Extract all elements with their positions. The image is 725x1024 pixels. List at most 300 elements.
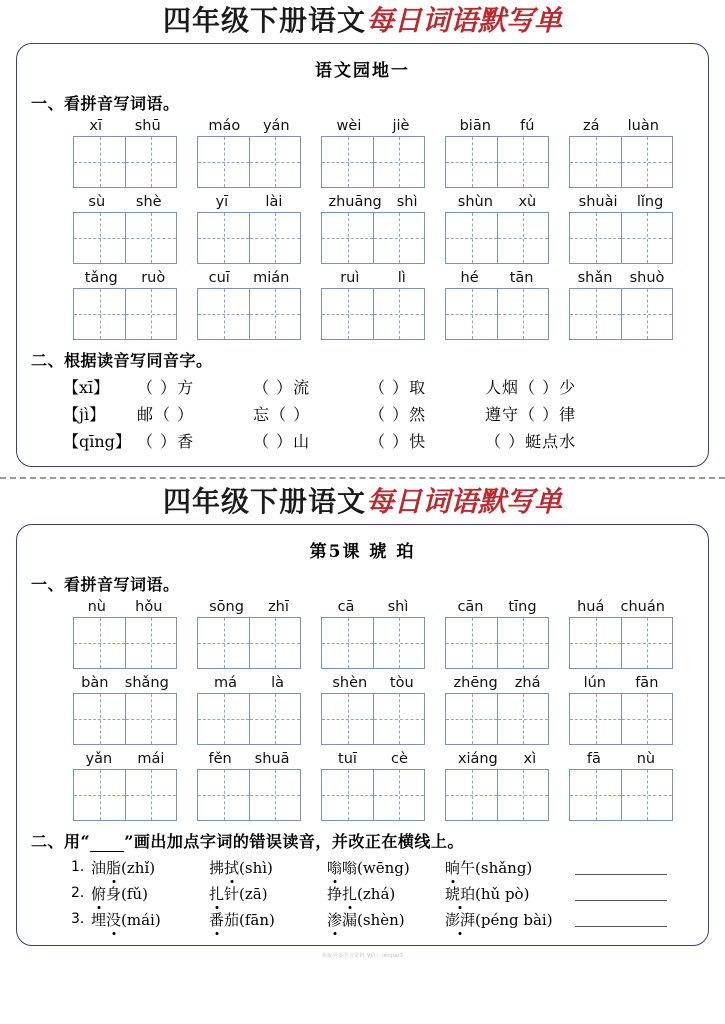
pronunciation-option[interactable] xyxy=(91,883,209,904)
tianzige-box[interactable] xyxy=(445,617,549,669)
word-cell[interactable] xyxy=(73,675,177,745)
answer-blank-line[interactable] xyxy=(575,912,667,927)
tianzige-cell[interactable] xyxy=(497,213,548,263)
pinyin-label xyxy=(73,675,177,691)
tianzige-box[interactable] xyxy=(569,212,673,264)
pinyin-label xyxy=(445,118,549,134)
pinyin-syllable: xiáng xyxy=(457,750,498,767)
pinyin-syllable: shèn xyxy=(332,674,368,691)
word-cell[interactable] xyxy=(569,599,673,669)
pinyin-syllable: là xyxy=(271,674,284,691)
pinyin-syllable: zhēng xyxy=(453,674,498,691)
tianzige-cell[interactable] xyxy=(497,770,548,820)
sheet-1-banner xyxy=(0,0,725,39)
pinyin-syllable: fān xyxy=(635,674,659,691)
tianzige-box[interactable] xyxy=(73,617,177,669)
word-cell[interactable] xyxy=(197,675,301,745)
homophone-blank[interactable]: 邮（ ） xyxy=(137,404,195,424)
pinyin-label xyxy=(73,194,177,210)
tianzige-box[interactable] xyxy=(73,693,177,745)
word-cell[interactable] xyxy=(197,599,301,669)
pinyin-syllable: sù xyxy=(88,193,106,210)
tianzige-cell[interactable] xyxy=(373,770,424,820)
pinyin-syllable: ruì xyxy=(340,269,360,286)
tianzige-cell[interactable] xyxy=(497,137,548,187)
pinyin-syllable: fā xyxy=(586,750,601,767)
tianzige-box[interactable] xyxy=(569,136,673,188)
word-cell[interactable] xyxy=(197,194,301,264)
tianzige-box[interactable] xyxy=(321,212,425,264)
tianzige-box[interactable] xyxy=(569,769,673,821)
tianzige-cell[interactable] xyxy=(446,289,497,339)
pinyin-label xyxy=(197,270,301,286)
dotted-char: 俯 xyxy=(91,884,107,903)
word-cell[interactable] xyxy=(321,599,425,669)
pinyin-syllable: cè xyxy=(391,750,408,767)
word-cell[interactable] xyxy=(321,194,425,264)
tianzige-cell[interactable] xyxy=(373,289,424,339)
question-number: 3. xyxy=(71,911,85,928)
sheet-2-card xyxy=(16,524,709,946)
heading-part-before: 二、用“ xyxy=(31,831,91,851)
pinyin-syllable: lài xyxy=(265,193,283,210)
tianzige-box[interactable] xyxy=(321,693,425,745)
pinyin-label xyxy=(569,751,673,767)
word-cell[interactable] xyxy=(197,118,301,188)
pronunciation-option[interactable] xyxy=(327,857,445,878)
dotted-char: 晌 xyxy=(445,858,461,877)
pinyin-syllable: cān xyxy=(457,598,484,615)
pinyin-syllable: jiè xyxy=(392,117,410,134)
pinyin-label xyxy=(197,751,301,767)
tianzige-cell[interactable] xyxy=(373,137,424,187)
tianzige-cell[interactable] xyxy=(322,618,373,668)
pinyin-syllable: zhī xyxy=(268,598,289,615)
pinyin-syllable: cuī xyxy=(208,269,230,286)
homophone-blank[interactable]: （ ）山 xyxy=(253,431,311,451)
word-cell[interactable] xyxy=(321,751,425,821)
tianzige-cell[interactable] xyxy=(74,618,125,668)
word-cell[interactable] xyxy=(569,118,673,188)
pinyin-label xyxy=(197,599,301,615)
tianzige-cell[interactable] xyxy=(570,694,621,744)
tianzige-cell[interactable] xyxy=(570,770,621,820)
tianzige-cell[interactable] xyxy=(497,618,548,668)
word-cell[interactable] xyxy=(569,270,673,340)
pinyin-label xyxy=(445,751,549,767)
pinyin-label xyxy=(197,675,301,691)
question-number: 2. xyxy=(71,885,85,902)
pronunciation-option[interactable] xyxy=(327,883,445,904)
sheet-1-pinyin-row-2 xyxy=(27,194,698,264)
tianzige-cell[interactable] xyxy=(249,137,300,187)
pinyin-label xyxy=(321,675,425,691)
word-cell[interactable] xyxy=(569,194,673,264)
tianzige-cell[interactable] xyxy=(249,694,300,744)
tianzige-cell[interactable] xyxy=(249,289,300,339)
pinyin-syllable: sōng xyxy=(209,598,244,615)
pinyin-syllable: shuò xyxy=(629,269,665,286)
answer-blank-line[interactable] xyxy=(575,886,667,901)
tianzige-cell[interactable] xyxy=(74,289,125,339)
tianzige-cell[interactable] xyxy=(74,213,125,263)
pinyin-syllable: lún xyxy=(583,674,607,691)
word-tail: 嗡(wēng) xyxy=(342,858,410,877)
homophone-key: 【jì】 xyxy=(63,404,106,424)
tianzige-cell[interactable] xyxy=(570,289,621,339)
homophone-key: 【xī】 xyxy=(63,377,110,397)
worksheet-sheet-2 xyxy=(0,481,725,946)
pinyin-syllable: luàn xyxy=(627,117,659,134)
sheet-2-exercise-1-heading: 一、看拼音写词语。 xyxy=(31,574,180,594)
pinyin-syllable: shuā xyxy=(254,750,290,767)
tianzige-box[interactable] xyxy=(73,136,177,188)
word-cell[interactable] xyxy=(197,751,301,821)
pinyin-syllable: tòu xyxy=(389,674,414,691)
pinyin-syllable: tǎng xyxy=(84,269,118,286)
homophone-items xyxy=(137,375,698,398)
pinyin-syllable: má xyxy=(214,674,238,691)
tianzige-cell[interactable] xyxy=(621,289,672,339)
pinyin-label xyxy=(73,751,177,767)
pinyin-label xyxy=(569,675,673,691)
tianzige-cell[interactable] xyxy=(373,213,424,263)
word-tail: 身(fǔ) xyxy=(106,884,148,903)
homophone-line xyxy=(27,429,698,452)
dotted-char: 渗 xyxy=(327,910,343,929)
dotted-char: 脂 xyxy=(106,858,122,877)
pinyin-label xyxy=(197,118,301,134)
dotted-char: 扎 xyxy=(342,884,358,903)
banner-red-text: 每日词语默写单 xyxy=(366,484,563,518)
pinyin-label xyxy=(569,118,673,134)
pronunciation-question-row xyxy=(27,857,698,878)
pinyin-syllable: tuī xyxy=(338,750,357,767)
tianzige-cell[interactable] xyxy=(621,694,672,744)
word-cell[interactable] xyxy=(445,599,549,669)
pinyin-syllable: nù xyxy=(87,598,106,615)
tianzige-cell[interactable] xyxy=(621,213,672,263)
tianzige-cell[interactable] xyxy=(373,618,424,668)
tianzige-box[interactable] xyxy=(321,617,425,669)
pinyin-label xyxy=(197,194,301,210)
tianzige-cell[interactable] xyxy=(446,137,497,187)
tianzige-cell[interactable] xyxy=(570,213,621,263)
homophone-blank[interactable]: 忘（ ） xyxy=(253,404,311,424)
pronunciation-option[interactable] xyxy=(209,857,327,878)
word-cell[interactable] xyxy=(73,751,177,821)
sheet-1-lesson-title: 语文园地一 xyxy=(315,60,410,81)
dotted-char: 嗡 xyxy=(327,858,343,877)
pinyin-syllable: fěn xyxy=(208,750,232,767)
pinyin-syllable: zhuāng xyxy=(328,193,382,210)
tianzige-cell[interactable] xyxy=(198,694,249,744)
pinyin-syllable: hé xyxy=(460,269,479,286)
word-tail: (péng bài) xyxy=(475,910,553,929)
sheet-2-pinyin-row-1 xyxy=(27,599,698,669)
tianzige-cell[interactable] xyxy=(198,770,249,820)
pronunciation-option[interactable] xyxy=(209,909,327,930)
pinyin-syllable: yán xyxy=(262,117,290,134)
pinyin-syllable: shùn xyxy=(457,193,493,210)
tianzige-box[interactable] xyxy=(197,136,301,188)
tianzige-box[interactable] xyxy=(445,693,549,745)
tianzige-cell[interactable] xyxy=(373,694,424,744)
homophone-blank[interactable]: 人烟（ ）少 xyxy=(485,377,577,397)
word-cell[interactable] xyxy=(445,675,549,745)
tianzige-cell[interactable] xyxy=(570,618,621,668)
pinyin-label xyxy=(321,270,425,286)
tianzige-cell[interactable] xyxy=(322,137,373,187)
pinyin-syllable: máo xyxy=(208,117,241,134)
pinyin-label xyxy=(445,599,549,615)
word-cell[interactable] xyxy=(321,118,425,188)
tianzige-box[interactable] xyxy=(197,769,301,821)
tianzige-box[interactable] xyxy=(569,617,673,669)
banner-black-text: 四年级下册语文 xyxy=(162,484,366,518)
word-cell[interactable] xyxy=(445,751,549,821)
pinyin-syllable: bàn xyxy=(81,674,109,691)
tianzige-cell[interactable] xyxy=(446,618,497,668)
sheet-1-exercise-1-heading: 一、看拼音写词语。 xyxy=(31,93,180,113)
pinyin-syllable: xù xyxy=(518,193,537,210)
pinyin-syllable: chuán xyxy=(620,598,665,615)
tianzige-cell[interactable] xyxy=(125,213,176,263)
pinyin-syllable: zá xyxy=(583,117,600,134)
pinyin-syllable: xī xyxy=(89,117,102,134)
pinyin-syllable: nù xyxy=(636,750,656,767)
tianzige-cell[interactable] xyxy=(74,694,125,744)
sheet-2-exercise-2-heading xyxy=(31,829,698,852)
word-tail: (zhá) xyxy=(357,884,396,903)
word-cell[interactable] xyxy=(569,751,673,821)
tianzige-cell[interactable] xyxy=(621,770,672,820)
word-plain: 拂 xyxy=(209,858,225,877)
sheet-1-card xyxy=(16,43,709,467)
heading-part-after: ”画出加点字词的错误读音，并改正在横线上。 xyxy=(124,831,464,851)
tianzige-cell[interactable] xyxy=(570,137,621,187)
banner-black-text: 四年级下册语文 xyxy=(162,4,366,37)
homophone-blank[interactable]: （ ）然 xyxy=(369,404,427,424)
dotted-char: 扎 xyxy=(209,884,225,903)
dotted-char: 没 xyxy=(106,910,122,929)
word-plain: 挣 xyxy=(327,884,343,903)
pinyin-label xyxy=(321,118,425,134)
pinyin-syllable: ruò xyxy=(141,269,166,286)
word-cell[interactable] xyxy=(321,675,425,745)
pronunciation-option[interactable] xyxy=(445,857,563,878)
tianzige-cell[interactable] xyxy=(621,618,672,668)
word-cell[interactable] xyxy=(73,118,177,188)
pinyin-syllable: mián xyxy=(253,269,290,286)
pinyin-label xyxy=(321,751,425,767)
tianzige-box[interactable] xyxy=(445,136,549,188)
pronunciation-option[interactable] xyxy=(91,857,209,878)
tianzige-cell[interactable] xyxy=(322,213,373,263)
pronunciation-option[interactable] xyxy=(445,883,563,904)
tianzige-box[interactable] xyxy=(197,288,301,340)
tianzige-cell[interactable] xyxy=(125,618,176,668)
tianzige-cell[interactable] xyxy=(125,770,176,820)
homophone-blank[interactable]: （ ）流 xyxy=(253,377,311,397)
tianzige-cell[interactable] xyxy=(497,289,548,339)
tianzige-box[interactable] xyxy=(321,769,425,821)
tianzige-cell[interactable] xyxy=(74,137,125,187)
word-cell[interactable] xyxy=(197,270,301,340)
cut-line-divider xyxy=(0,477,725,479)
pinyin-syllable: shuài xyxy=(578,193,618,210)
pinyin-syllable: mái xyxy=(137,750,165,767)
pronunciation-option[interactable] xyxy=(91,909,209,930)
pinyin-syllable: fú xyxy=(520,117,535,134)
homophone-blank[interactable]: 遵守（ ）律 xyxy=(485,404,577,424)
homophone-line xyxy=(27,402,698,425)
tianzige-cell[interactable] xyxy=(125,694,176,744)
word-cell[interactable] xyxy=(445,194,549,264)
pinyin-syllable: shè xyxy=(135,193,162,210)
sheet-1-pinyin-row-1 xyxy=(27,118,698,188)
pinyin-label xyxy=(73,599,177,615)
worksheet-sheet-1 xyxy=(0,0,725,467)
tianzige-box[interactable] xyxy=(569,288,673,340)
tianzige-cell[interactable] xyxy=(74,770,125,820)
tianzige-box[interactable] xyxy=(445,769,549,821)
tianzige-cell[interactable] xyxy=(621,137,672,187)
word-cell[interactable] xyxy=(73,599,177,669)
word-cell[interactable] xyxy=(569,675,673,745)
tianzige-box[interactable] xyxy=(73,769,177,821)
pinyin-syllable: cā xyxy=(337,598,355,615)
tianzige-cell[interactable] xyxy=(322,770,373,820)
pinyin-syllable: xì xyxy=(523,750,537,767)
tianzige-cell[interactable] xyxy=(198,289,249,339)
answer-blank-line[interactable] xyxy=(575,860,667,875)
pinyin-syllable: lǐng xyxy=(636,193,664,210)
tianzige-box[interactable] xyxy=(321,288,425,340)
homophone-blank[interactable]: （ ）香 xyxy=(137,431,195,451)
tianzige-cell[interactable] xyxy=(446,770,497,820)
tianzige-box[interactable] xyxy=(569,693,673,745)
pinyin-syllable: zhá xyxy=(514,674,541,691)
pinyin-syllable: tīng xyxy=(508,598,537,615)
pinyin-syllable: shǎn xyxy=(577,269,613,286)
pinyin-label xyxy=(73,270,177,286)
pinyin-label xyxy=(321,194,425,210)
pronunciation-question-row xyxy=(27,883,698,904)
homophone-blank[interactable]: （ ）取 xyxy=(369,377,427,397)
tianzige-cell[interactable] xyxy=(497,694,548,744)
pinyin-label xyxy=(321,599,425,615)
homophone-blank[interactable]: （ ）方 xyxy=(137,377,195,397)
word-plain: 油 xyxy=(91,858,107,877)
pinyin-syllable: yī xyxy=(215,193,229,210)
tianzige-cell[interactable] xyxy=(322,694,373,744)
homophone-items xyxy=(137,429,698,452)
dotted-char: 拭 xyxy=(224,858,240,877)
word-cell[interactable] xyxy=(445,118,549,188)
tianzige-cell[interactable] xyxy=(198,137,249,187)
homophone-blank[interactable]: （ ）蜓点水 xyxy=(485,431,577,451)
pinyin-syllable: shì xyxy=(387,598,409,615)
tianzige-box[interactable] xyxy=(197,693,301,745)
word-tail: 午(shǎng) xyxy=(460,858,533,877)
homophone-key: 【qīng】 xyxy=(63,431,131,451)
pinyin-label xyxy=(569,599,673,615)
tianzige-cell[interactable] xyxy=(198,213,249,263)
pinyin-syllable: yǎn xyxy=(85,750,113,767)
word-tail: 针(zā) xyxy=(224,884,268,903)
tianzige-cell[interactable] xyxy=(249,213,300,263)
word-tail: 漏(shèn) xyxy=(342,910,405,929)
pinyin-label xyxy=(445,270,549,286)
sheet-2-pinyin-row-3 xyxy=(27,751,698,821)
homophone-items xyxy=(137,402,698,425)
tianzige-cell[interactable] xyxy=(198,618,249,668)
tianzige-box[interactable] xyxy=(197,212,301,264)
tianzige-cell[interactable] xyxy=(446,694,497,744)
pinyin-syllable: biān xyxy=(459,117,491,134)
tianzige-box[interactable] xyxy=(445,212,549,264)
tianzige-cell[interactable] xyxy=(322,289,373,339)
word-tail: (zhǐ) xyxy=(121,858,156,877)
banner-red-text: 每日词语默写单 xyxy=(366,4,563,37)
pinyin-label xyxy=(73,118,177,134)
pinyin-syllable: tān xyxy=(509,269,534,286)
question-number: 1. xyxy=(71,859,85,876)
word-tail: (mái) xyxy=(121,910,161,929)
word-plain: 埋 xyxy=(91,910,107,929)
sheet-2-banner xyxy=(0,481,725,520)
tianzige-cell[interactable] xyxy=(125,289,176,339)
homophone-line xyxy=(27,375,698,398)
tianzige-cell[interactable] xyxy=(125,137,176,187)
homophone-blank[interactable]: （ ）快 xyxy=(369,431,427,451)
tianzige-cell[interactable] xyxy=(446,213,497,263)
pinyin-syllable: huá xyxy=(577,598,605,615)
footer-watermark: 获取更多学习资料 V信：renjial3 xyxy=(321,952,404,959)
dotted-char: 番 xyxy=(209,910,225,929)
pinyin-syllable: hǒu xyxy=(135,598,163,615)
tianzige-box[interactable] xyxy=(197,617,301,669)
pinyin-label xyxy=(445,675,549,691)
word-tail: (shì) xyxy=(239,858,273,877)
pronunciation-question-row xyxy=(27,909,698,930)
tianzige-box[interactable] xyxy=(321,136,425,188)
pinyin-syllable: wèi xyxy=(336,117,362,134)
pinyin-syllable: shū xyxy=(134,117,161,134)
tianzige-box[interactable] xyxy=(73,212,177,264)
word-cell[interactable] xyxy=(445,270,549,340)
sheet-1-pinyin-row-3 xyxy=(27,270,698,340)
pronunciation-option[interactable] xyxy=(445,909,563,930)
word-tail: 茄(fān) xyxy=(224,910,275,929)
tianzige-cell[interactable] xyxy=(249,770,300,820)
pronunciation-option[interactable] xyxy=(327,909,445,930)
word-cell[interactable] xyxy=(73,194,177,264)
dotted-char: 琥珀 xyxy=(445,884,476,903)
pronunciation-option[interactable] xyxy=(209,883,327,904)
sheet-2-lesson-title: 第5课 琥 珀 xyxy=(309,541,416,562)
pinyin-label xyxy=(445,194,549,210)
tianzige-cell[interactable] xyxy=(249,618,300,668)
word-cell[interactable] xyxy=(321,270,425,340)
pinyin-label xyxy=(569,194,673,210)
tianzige-box[interactable] xyxy=(73,288,177,340)
underline-demo-mark xyxy=(90,840,124,852)
tianzige-box[interactable] xyxy=(445,288,549,340)
word-cell[interactable] xyxy=(73,270,177,340)
sheet-2-pinyin-row-2 xyxy=(27,675,698,745)
